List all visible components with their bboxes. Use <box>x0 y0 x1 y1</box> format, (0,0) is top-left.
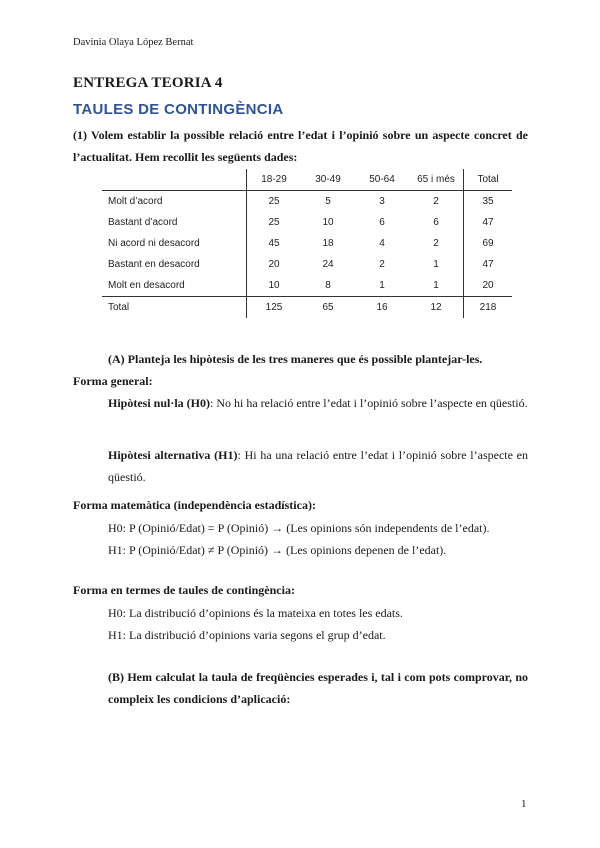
table-cell: 1 <box>433 280 439 291</box>
math-form-heading: Forma matemàtica (independència estadística): <box>73 498 316 512</box>
table-cell: 125 <box>247 297 302 319</box>
row-label: Bastant en desacord <box>108 259 200 270</box>
row-total-cell: 35 <box>464 191 513 213</box>
table-row <box>102 191 512 213</box>
table-cell: 1 <box>379 280 385 291</box>
table-row <box>102 233 512 254</box>
h1-contingency-line: H1: La distribució d’opinions varia segons el grup d’edat. <box>108 628 386 642</box>
table-header-cell: Total <box>464 169 513 191</box>
table-row <box>102 275 512 297</box>
table-cell: 5 <box>325 196 331 207</box>
row-label: Bastant d’acord <box>108 217 178 228</box>
table-header-cell: 30-49 <box>301 169 355 191</box>
row-label: Ni acord ni desacord <box>108 238 200 249</box>
question-1-text: (1) Volem establir la possible relació entre l’edat i l’opinió sobre un aspecte concret de l’actualitat. Hem recollit les següents dades: <box>73 128 528 164</box>
general-form-heading: Forma general: <box>73 374 153 388</box>
page-number: 1 <box>521 798 527 810</box>
h0-contingency-line: H0: La distribució d’opinions és la mateixa en totes les edats. <box>108 606 403 620</box>
table-total-row <box>102 297 512 319</box>
row-total-cell: 20 <box>464 275 513 297</box>
table-cell: 2 <box>433 196 439 207</box>
table-cell: 25 <box>247 191 302 213</box>
table-header-cell: 18-29 <box>247 169 302 191</box>
h0-general-paragraph <box>108 392 528 414</box>
row-total-cell: 47 <box>464 254 513 275</box>
contingency-form-heading: Forma en termes de taules de contingència: <box>73 583 295 597</box>
table-header-cell: 50-64 <box>355 169 409 191</box>
section-heading: TAULES DE CONTINGÈNCIA <box>73 101 284 118</box>
table-cell: 3 <box>379 196 385 207</box>
table-cell: 2 <box>433 238 439 249</box>
table-cell: 2 <box>379 259 385 270</box>
h0-text: : No hi ha relació entre l’edat i l’opinió sobre l’aspecte en qüestió. <box>210 396 528 410</box>
table-cell: 20 <box>247 254 302 275</box>
table-cell: 24 <box>322 259 334 270</box>
table-cell: 6 <box>433 217 439 228</box>
row-total-cell: 47 <box>464 212 513 233</box>
h0-math-line: H0: P (Opinió/Edat) = P (Opinió) → (Les opinions són independents de l’edat). <box>108 521 490 535</box>
table-header-cell: 65 i més <box>409 169 464 191</box>
h1-general-paragraph <box>108 444 528 488</box>
row-label: Molt en desacord <box>108 280 185 291</box>
table-cell: 10 <box>247 275 302 297</box>
table-cell: 1 <box>433 259 439 270</box>
table-header-cell <box>102 169 247 191</box>
document-title: ENTREGA TEORIA 4 <box>73 75 223 91</box>
table-row <box>102 212 512 233</box>
table-row <box>102 254 512 275</box>
h1-text: : Hi ha una relació entre l’edat i l’opinió sobre l’aspecte en qüestió. <box>108 448 529 484</box>
table-header-row <box>102 169 512 191</box>
table-cell: 45 <box>247 233 302 254</box>
row-label: Molt d’acord <box>108 196 163 207</box>
table-cell: 18 <box>322 238 334 249</box>
part-a-heading: (A) Planteja les hipòtesis de les tres maneres que és possible plantejar-les. <box>108 352 483 366</box>
header-author: Davinia Olaya López Bernat <box>73 37 194 48</box>
h0-label: Hipòtesi nul·la (H0) <box>108 396 211 410</box>
table-cell: 8 <box>325 280 331 291</box>
grand-total-cell: 218 <box>464 297 513 319</box>
part-b-heading: (B) Hem calculat la taula de freqüències esperades i, tal i com pots comprovar, no compleix les condicions d’aplicació: <box>108 670 528 706</box>
table-cell: 16 <box>355 297 409 319</box>
table-cell: 10 <box>322 217 334 228</box>
table-cell: 65 <box>301 297 355 319</box>
table-cell: 6 <box>379 217 385 228</box>
contingency-table <box>102 169 512 318</box>
row-label: Total <box>102 297 247 319</box>
table-cell: 25 <box>247 212 302 233</box>
row-total-cell: 69 <box>464 233 513 254</box>
h1-label: Hipòtesi alternativa (H1) <box>108 448 238 462</box>
table-cell: 4 <box>379 238 385 249</box>
h1-math-line: H1: P (Opinió/Edat) ≠ P (Opinió) → (Les opinions depenen de l’edat). <box>108 543 447 557</box>
table-cell: 12 <box>409 297 464 319</box>
